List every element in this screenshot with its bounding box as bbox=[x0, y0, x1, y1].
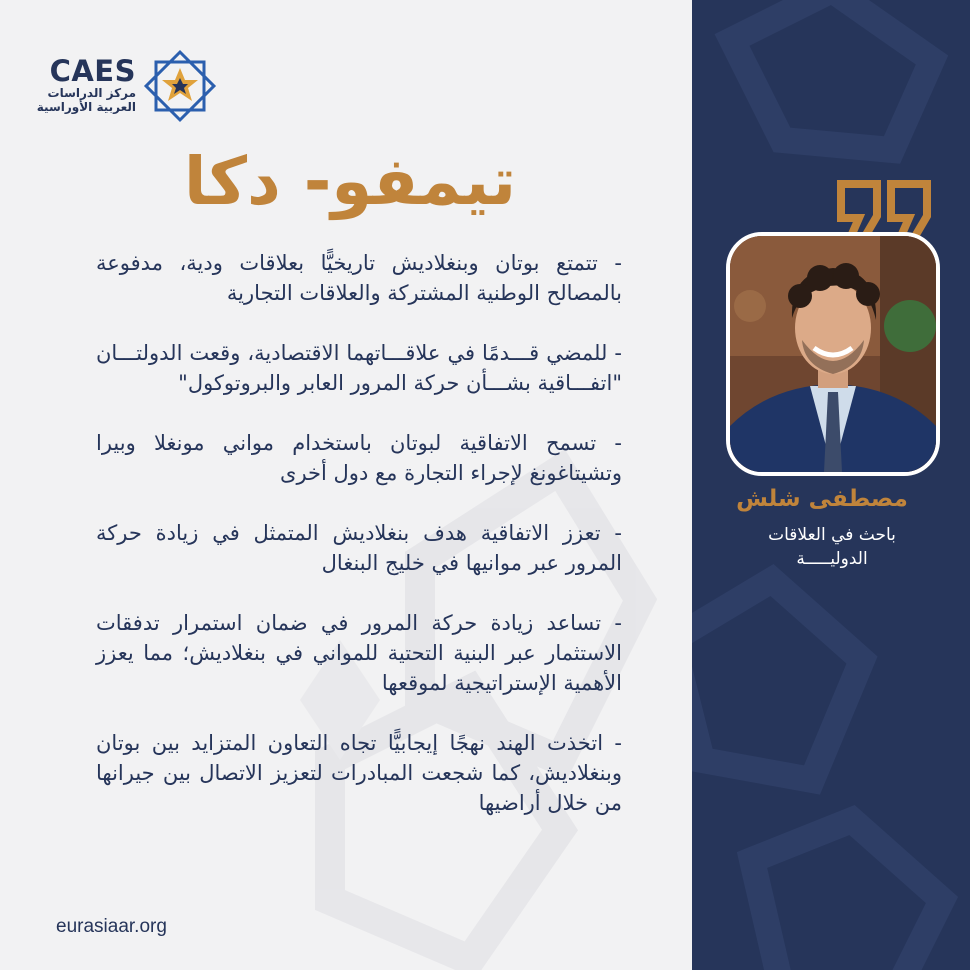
bullet-point-5: - تساعد زيادة حركة المرور في ضمان استمرار تدفقات الاستثمار عبر البنية التحتية للمواني في بنغلاديش؛ مما يعزز الأهمية الإستراتيجية لموقعها bbox=[96, 611, 622, 695]
logo-line-1: مركز الدراسات bbox=[47, 86, 136, 100]
logo-text bbox=[26, 56, 136, 114]
bullet-point-4: - تعزز الاتفاقية هدف بنغلاديش المتمثل في زيادة حركة المرور عبر موانيها في خليج البنغال bbox=[96, 521, 622, 575]
page-title: تيمفو- دكا bbox=[183, 143, 517, 220]
author-portrait bbox=[730, 236, 936, 472]
logo-abbr: CAES bbox=[49, 54, 136, 88]
author-name: مصطفى شلش bbox=[736, 486, 908, 512]
logo-line-2: العربية الأوراسية bbox=[36, 100, 136, 114]
website-link[interactable]: eurasiaar.org bbox=[56, 916, 167, 937]
bullet-point-6: - اتخذت الهند نهجًا إيجابيًّا تجاه التعاون المتزايد بين بوتان وبنغلاديش، كما شجعت المبادرات لتعزيز الاتصال بين جيرانها من خلال أراضيها bbox=[96, 731, 622, 815]
caes-logo bbox=[36, 48, 222, 128]
sidebar-pattern bbox=[692, 0, 970, 970]
author-role: باحث في العلاقات الدوليـــــة bbox=[768, 525, 896, 569]
author-photo bbox=[726, 232, 940, 476]
bullet-point-2: - للمضي قـــدمًا في علاقـــاتهما الاقتصادية، وقعت الدولتـــان "اتفـــاقية بشـــأن حركة المرور العابر والبروتوكول" bbox=[96, 341, 622, 395]
bullet-point-3: - تسمح الاتفاقية لبوتان باستخدام مواني مونغلا وبيرا وتشيتاغونغ لإجراء التجارة مع دول أخرى bbox=[96, 431, 622, 485]
bullet-list bbox=[96, 248, 622, 848]
eight-point-star-logo-icon bbox=[142, 48, 218, 124]
author-sidebar bbox=[692, 0, 970, 970]
bullet-point-1: - تتمتع بوتان وبنغلاديش تاريخيًّا بعلاقات ودية، مدفوعة بالمصالح الوطنية المشتركة والعلاقات التجارية bbox=[96, 251, 622, 305]
